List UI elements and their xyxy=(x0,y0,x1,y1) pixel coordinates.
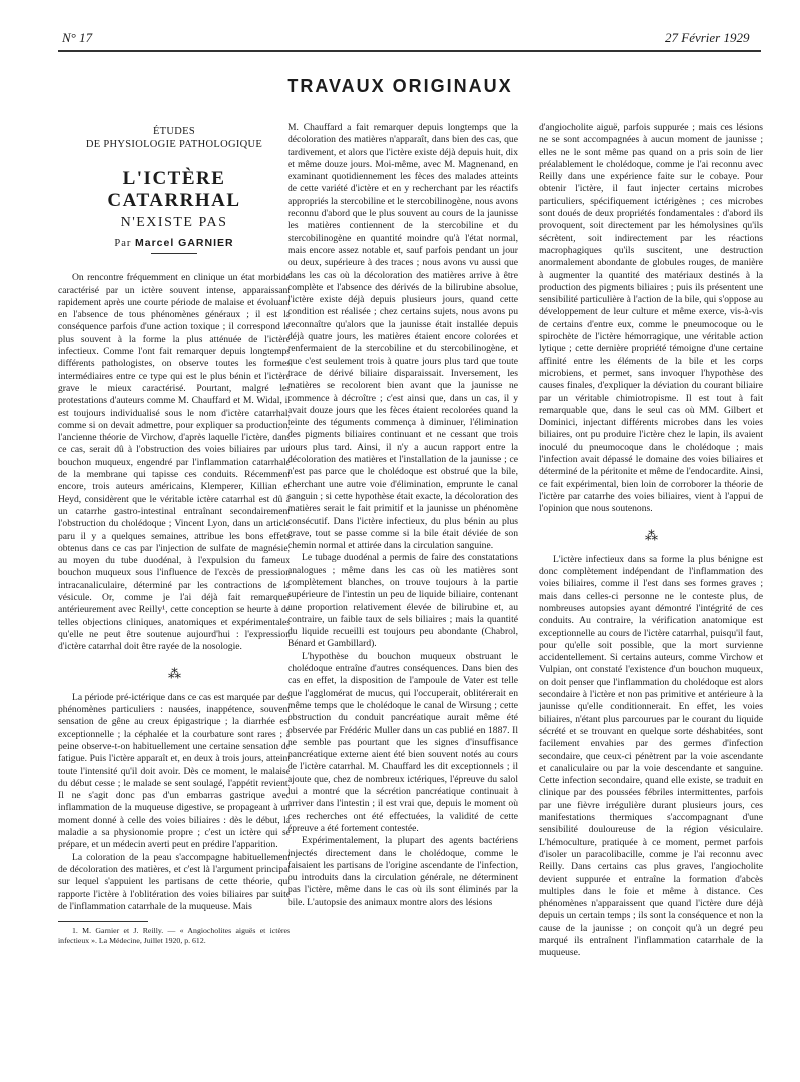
article-kicker-line1: ÉTUDES xyxy=(152,126,196,137)
section-break: ⁂ xyxy=(645,527,657,543)
column-3 xyxy=(539,122,763,960)
paragraph: La coloration de la peau s'accompagne habituellement de décoloration des matières, et c'est là l'argument principal sur lequel s'appuient les partisans de cette théorie, qui rapporte l'ictère à l'oblitération des voies biliaires par suite de l'inflammation catarrhale de la muqueuse. Mais xyxy=(58,851,290,912)
byline-prefix: Par xyxy=(114,238,132,249)
paragraph: On rencontre fréquemment en clinique un état morbide caractérisé par un ictère souvent intense, apparaissant rapidement après une courte période de malaise et évoluant en l'absence de tous phénomènes généraux ; il est la conséquence parfois d'une action toxique ; il correspond le plus souvent à la forme la plus atténuée de l'ictère infectieux. Comme l'ont fait remarquer depuis longtemps différents pathologistes, on observe toutes les formes intermédiaires entre ce type qui est le plus bénin et l'ictère grave le mieux caractérisé. Pourtant, malgré les protestations d'auteurs comme M. Chauffard et M. Widal, il est toujours individualisé sous le nom d'ictère catarrhal, comme si on devait admettre, pour expliquer sa production, l'ancienne théorie de Virchow, d'après laquelle l'ictère, dans ce cas, serait dû à l'obstruction des voies biliaires par un bouchon muqueux, engendré par l'inflammation catarrhale de la membrane qui tapisse ces conduits. Récemment encore, trois auteurs américains, Klemperer, Killian et Heyd, considèrent que le véritable ictère catarrhal est dû à un catarrhe gastro-intestinal entraînant secondairement l'obstruction du cholédoque ; Vincent Lyon, dans un article paru il y a quelques semaines, attribue les bons effets obtenus dans ce cas par l'injection de sulfate de magnésie, au moyen du tube duodénal, à l'expulsion du fameux bouchon muqueux sous l'influence de l'excès de pression intracanaliculaire, déterminé par les contractions de la vésicule. Or, comme je l'ai déjà fait remarquer antérieurement avec Reilly¹, cette conception se heurte à de telles objections cliniques, anatomiques et expérimentales qu'elle ne peut être soutenue aujourd'hui : l'expression d'ictère catarrhal doit être rayée de la nosologie. xyxy=(58,272,290,653)
paragraph: La période pré-ictérique dans ce cas est marquée par des phénomènes particuliers : nausées, inappétence, souvent sensation de gêne au creux épigastrique ; la diarrhée est exceptionnelle ; la céphalée et la courbature sont rares ; à peine observe-t-on habituellement une certaine sensation de fatigue. Puis l'ictère apparaît et, en deux à trois jours, atteint toute l'intensité qu'il doit avoir. Dès ce moment, le malaise du début cesse ; le malade se sent soulagé, l'appétit revient. Il ne s'agit donc pas d'un embarras gastrique avec inflammation de la muqueuse digestive, se propageant à un moment donné à celle des voies biliaires : dès le début, la maladie a sa physionomie propre ; c'est un ictère qui se prépare, et un médecin averti peut en prédire l'apparition. xyxy=(58,691,290,851)
footnote: 1. M. Garnier et J. Reilly. — « Angiocholites aiguës et ictères infectieux ». La Médecine, Juillet 1920, p. 612. xyxy=(58,926,290,946)
byline xyxy=(58,237,290,250)
article-title: L'ICTÈRE CATARRHAL xyxy=(107,168,241,211)
header-rule xyxy=(58,50,761,52)
author-name: Marcel GARNIER xyxy=(135,237,234,249)
paragraph: L'ictère infectieux dans sa forme la plus bénigne est donc complètement indépendant de l'inflammation des voies biliaires, comme il l'est dans ses formes graves ; mais dans celles-ci personne ne le conteste plus, de nombreuses autopsies ayant démontré l'intégrité de ces conduits. Au contraire, la vérification anatomique est exceptionnelle au cours de l'ictère catarrhal, puisqu'il faut, pour qu'elle soit possible, que la mort survienne accidentellement. Si certains auteurs, comme Virchow et Vulpian, ont constaté l'existence d'un bouchon muqueux, on doit penser que l'inflammation du cholédoque est alors secondaire à l'ictère et non pas primitive et antérieure à la jaunisse qu'elle conditionnerait. En effet, les voies biliaires, n'étant plus parcourues par le courant du liquide sécrété et se trouvant en quelque sorte déshabitées, sont facilement envahies par des germes d'infection secondaire, que ceux-ci pénètrent par la voie ascendante et canaliculaire ou par la voie descendante et sanguine. Cette infection secondaire, quand elle existe, se traduit en clinique par des poussées fébriles intermittentes, parfois par une fièvre irrégulière durant plusieurs jours, ces manifestations thermiques s'accompagnant d'une sensibilité douloureuse de la région vésiculaire. L'hémoculture, pratiquée à ce moment, permet parfois d'isoler un paracolibacille, comme je l'ai reconnu avec Reilly. Dans certains cas plus graves, l'angiocholite devient suppurée et entraîne la formation d'abcès multiples dans le foie et même à distance. Ces phénomènes n'apparaissent que quand l'ictère dure déjà depuis un certain temps ; ils sont la conséquence et non la cause de la jaunisse ; on conçoit qu'à un degré peu marqué ils entraînent l'inflammation catarrhale de la muqueuse. xyxy=(539,553,763,959)
paragraph: M. Chauffard a fait remarquer depuis longtemps que la décoloration des matières n'apparaît, dans bien des cas, que tardivement, et alors que l'ictère existe déjà depuis huit, dix et même douze jours. Moi-même, avec M. Magnenand, en examinant quotidiennement les fèces des malades atteints de cette variété d'ictère et en y recherchant par les réactifs appropriés la stercobiline et le stercobilinogène, nous avons reconnu d'abord que le plus souvent au cours de la jaunisse les matières contiennent de la stercobiline et du stercobilinogène en quantité moindre qu'à l'état normal, mais encore assez notable et, sauf parfois pendant un jour ou deux, supérieure à des traces ; nous avons vu aussi que dans les cas où la décoloration des matières arrive à être complète et l'absence des dérivés de la bilirubine absolue, l'ictère existe déjà depuis plusieurs jours, quand cette condition est réalisée ; chez certains sujets, nous avons pu reconnaître qu'alors que la jaunisse était installée depuis déjà quatre jours, les matières étaient encore colorées et renfermaient de la stercobiline et du stercobilinogène, et que c'est seulement trois à quatre jours plus tard que toute trace de dérivé biliaire disparaissait. Inversement, les matières se recolorent bien avant que la jaunisse ne commence à décroître ; c'est ainsi que, dans un cas, il y avait douze jours que les fèces étaient recolorées quand la teinte des téguments commença à diminuer, l'élimination des pigments biliaires continuant et ne cessant que trois jours plus tard. Ainsi, il n'y a aucun rapport entre la décoloration des matières et l'installation de la jaunisse ; ce n'est pas parce que le cholédoque est obstrué que la bile, cherchant une autre voie d'élimination, emprunte le canal sanguin ; si cette hypothèse était exacte, la décoloration des matières serait le fait primitif et la jaunisse un phénomène consécutif. Dans l'ictère infectieux, du plus bénin au plus grave, tout se passe comme si la bile était déviée de son chemin normal et attirée dans la circulation sanguine. xyxy=(288,122,518,552)
title-rule xyxy=(151,253,197,254)
paragraph: L'hypothèse du bouchon muqueux obstruant le cholédoque entraîne d'autres conséquences. Dans bien des cas en effet, la disposition de l'ampoule de Vater est telle que l'agglomérat de mucus, qui l'occuperait, oblitérerait en même temps que le cholédoque le canal de Wirsung ; cette obstruction du conduit pancréatique aurait même été observée par Frédéric Muller dans un cas publié en 1887. Il ne semble pas pourtant que les signes d'insuffisance pancréatique externe aient été bien souvent notés au cours de l'ictère catarrhal. M. Chauffard les dit exceptionnels ; il ajoute que, chez de nombreux ictériques, l'épreuve du salol lui a montré que la sécrétion pancréatique continuait à arriver dans l'intestin ; il est vrai que, depuis le moment où ces recherches ont été effectuées, la validité de cette épreuve a été fortement contestée. xyxy=(288,650,518,834)
issue-date: 27 Février 1929 xyxy=(665,30,750,45)
column-1 xyxy=(58,122,290,946)
paragraph: Le tubage duodénal a permis de faire des constatations analogues ; même dans les cas où les matières sont complètement blanches, on trouve toujours à la partie supérieure de l'intestin un peu de liquide biliaire, contenant une proportion relativement élevée de bilirubine et, au contraire, un faible taux de sels biliaires ; mais la quantité du liquide recueilli est toujours peu abondante (Chabrol, Bénard et Gambillard). xyxy=(288,552,518,650)
article-subtitle: N'EXISTE PAS xyxy=(120,215,228,230)
issue-number: N° 17 xyxy=(62,30,93,45)
article-kicker-line2: DE PHYSIOLOGIE PATHOLOGIQUE xyxy=(85,139,263,150)
section-title: TRAVAUX ORIGINAUX xyxy=(287,76,513,96)
paragraph: d'angiocholite aiguë, parfois suppurée ; mais ces lésions ne se sont accompagnées à aucun moment de jaunisse ; elles ne le sont même pas quand on a pris soin de lier préalablement le cholédoque, comme je l'ai reconnu avec Reilly dans une expérience faite sur le cobaye. Pour obtenir l'ictère, il faut injecter certains microbes particuliers, spécifiquement ictérigènes ; ces microbes sont doués de deux propriétés fondamentales : d'abord ils provoquent, soit directement par les hémolysines qu'ils sécrètent, soit indirectement par les réactions macrophagiques qu'ils suscitent, une destruction anormalement abondante de globules rouges, de manière à augmenter la quantité des matériaux destinés à la production des pigments biliaires ; puis ils présentent une sensibilité particulière à l'action de la bile, qui s'oppose au développement de leur culture et même exerce, vis-à-vis de certains d'entre eux, comme le pneumocoque ou le spirochète de l'ictère hémorragique, une véritable action lytique ; cette dernière propriété témoigne d'une certaine affinité entre les éléments de la bile et les corps microbiens, et permet, sans invoquer l'hypothèse des causes finales, d'expliquer la déviation du courant biliaire par un véritable chimiotropisme. Il est tout à fait remarquable que, dans le seul cas où MM. Gilbert et Dominici, injectant différents microbes dans les voies biliaires, ont pu produire l'ictère chez le lapin, ils avaient inoculé du pneumocoque dans le cholédoque ; mais l'infection avait dépassé le domaine des voies biliaires et déterminé de la péritonite et même de l'endocardite. Ainsi, ce fait expérimental, bien loin de corroborer la théorie de l'ictère par catarrhe des voies biliaires, vient à l'appui de l'opinion que nous soutenons. xyxy=(539,122,763,515)
section-break: ⁂ xyxy=(168,665,180,681)
column-2 xyxy=(288,122,518,909)
footnote-rule xyxy=(58,921,148,922)
paragraph: Expérimentalement, la plupart des agents bactériens injectés directement dans le cholédoque, comme le faisaient les partisans de l'origine ascendante de l'infection, ou introduits dans la circulation générale, ne déterminent pas l'ictère, même dans le cas où ils sont éliminés par la bile. L'autopsie des animaux montre alors des lésions xyxy=(288,835,518,908)
